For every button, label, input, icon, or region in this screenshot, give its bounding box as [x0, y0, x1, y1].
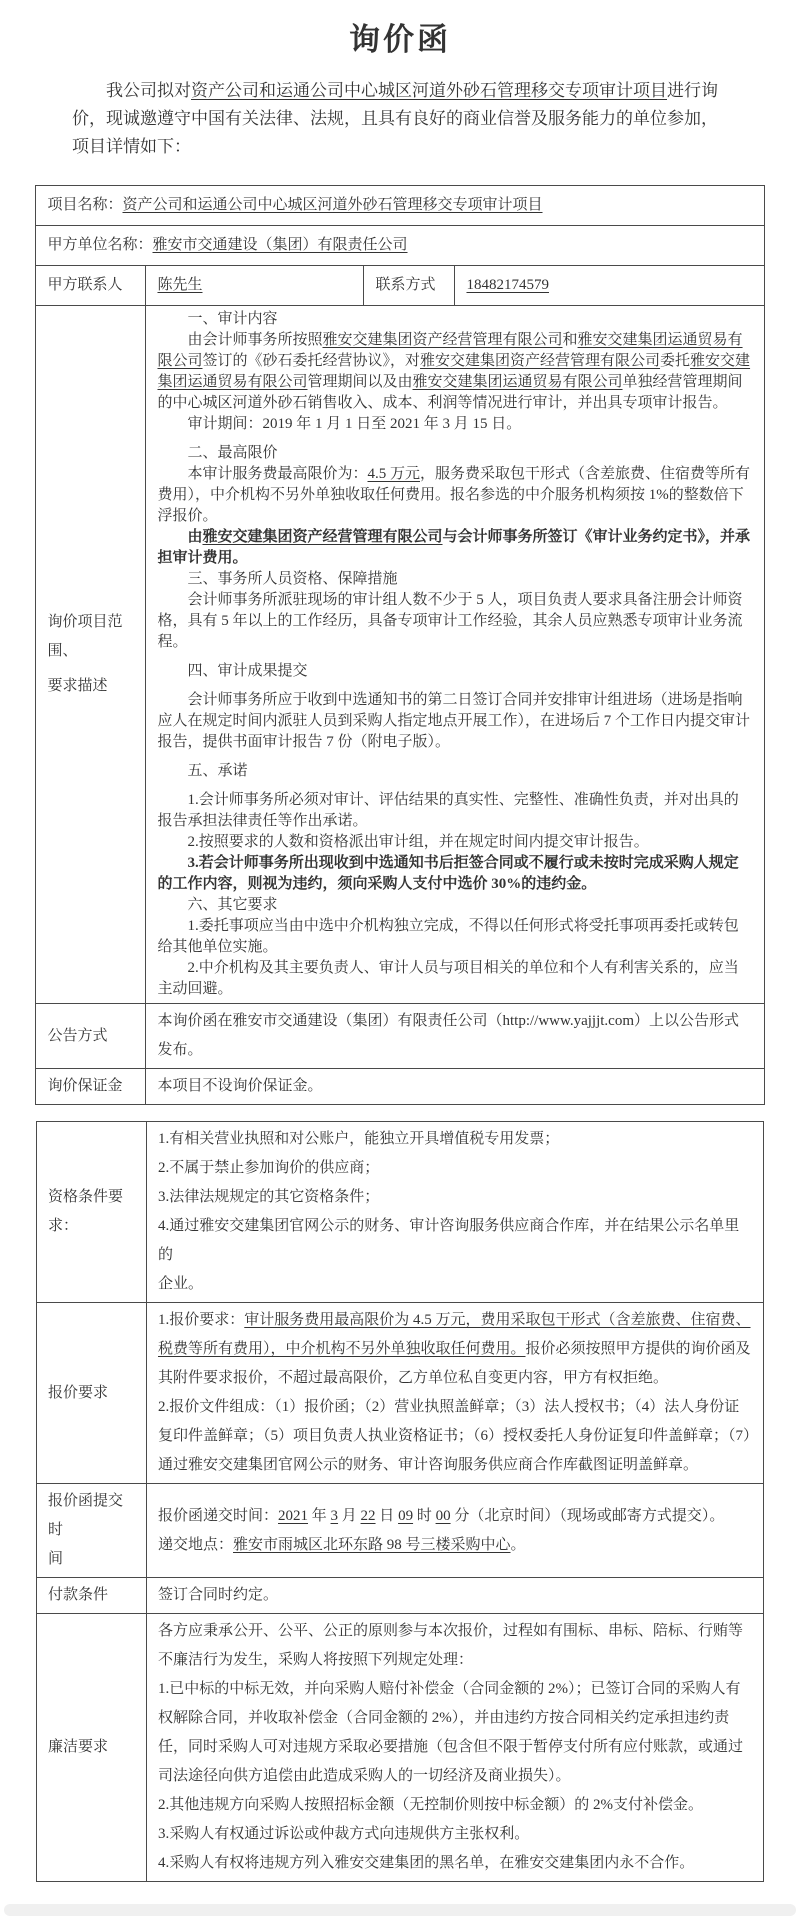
- paragraph: 2.不属于禁止参加询价的供应商；: [158, 1160, 380, 1176]
- paragraph: 一、审计内容: [187, 311, 278, 327]
- paragraph: 审计期间：2019 年 1 月 1 日至 2021 年 3 月 15 日。: [187, 416, 522, 432]
- paragraph: 我公司拟对资产公司和运通公司中心城区河道外砂石管理移交专项审计项目进行询价，现诚邀遵守中国有关法律、法规，且具有良好的商业信誉及服务能力的单位参加，项目详情如下：: [72, 81, 718, 156]
- paragraph: 报价函递交时间：2021 年 3 月 22 日 09 时 00 分（北京时间）（现场或邮寄方式提交）。: [158, 1507, 725, 1524]
- paragraph: 2.按照要求的人数和资格派出审计组，并在规定时间内提交审计报告。: [187, 834, 649, 850]
- paragraph: 2.其他违规方向采购人按照招标金额（无控制价则按中标金额）的 2%支付补偿金。: [158, 1797, 703, 1813]
- deposit-row: [36, 1069, 764, 1105]
- intro-paragraph: [72, 77, 732, 161]
- paragraph: 18482174579: [466, 277, 549, 293]
- submission-time-content: [147, 1484, 764, 1578]
- paragraph: 询价项目范围、: [47, 614, 123, 659]
- quote-requirements-content: [147, 1303, 764, 1484]
- integrity-label: 廉洁要求: [37, 1614, 147, 1882]
- paragraph: 会计师事务所派驻现场的审计组人数不少于 5 人，项目负责人要求具备注册会计师资格，具有 5 年以上的工作经历，具备专项审计工作经验，其余人员应熟悉专项审计业务流程。: [157, 592, 743, 650]
- project-name-cell: [36, 186, 764, 226]
- deposit-label: 询价保证金: [36, 1069, 146, 1105]
- paragraph: 企业。: [158, 1276, 204, 1292]
- paragraph: 4.采购人有权将违规方列入雅安交建集团的黑名单，在雅安交建集团内永不合作。: [158, 1855, 695, 1871]
- scope-content-cell: [146, 306, 764, 1004]
- paragraph: 二、最高限价: [187, 445, 278, 461]
- qualification-row: [37, 1122, 764, 1303]
- paragraph: 各方应秉承公开、公平、公正的原则参与本次报价，过程如有围标、串标、陪标、行贿等不廉洁行为发生，采购人将按照下列规定处理：: [158, 1623, 744, 1668]
- paragraph: 五、承诺: [187, 763, 248, 779]
- party-a-cell: [36, 226, 764, 266]
- announcement-text: 本询价函在雅安市交通建设（集团）有限责任公司（http://www.yajjjt.com）上以公告形式发布。: [146, 1004, 764, 1069]
- paragraph: 四、审计成果提交: [187, 663, 308, 679]
- document-title: 询价函: [349, 22, 451, 57]
- paragraph: 三、事务所人员资格、保障措施: [187, 571, 398, 587]
- paragraph: 1.有相关营业执照和对公账户，能独立开具增值税专用发票；: [158, 1131, 560, 1147]
- paragraph: 甲方单位名称：雅安市交通建设（集团）有限责任公司: [47, 237, 408, 253]
- paragraph: 由雅安交建集团资产经营管理有限公司与会计师事务所签订《审计业务约定书》，并承担审计费用。: [157, 529, 751, 566]
- announcement-row: [36, 1004, 764, 1069]
- scope-label: [36, 306, 146, 1004]
- paragraph: 报价函提交时: [48, 1493, 124, 1538]
- paragraph: 陈先生: [157, 277, 203, 293]
- announcement-label: 公告方式: [36, 1004, 146, 1069]
- contact-name-cell: [146, 266, 364, 306]
- paragraph: 2.报价文件组成：（1）报价函；（2）营业执照盖鲜章；（3）法人授权书；（4）法人身份证复印件盖鲜章；（5）项目负责人执业资格证书；（6）授权委托人身份证复印件盖鲜章；（7）通过雅安交建集团官网公示的财务、审计咨询服务供应商合作库截图证明盖鲜章。: [158, 1399, 751, 1473]
- payment-terms-text: 签订合同时约定。: [147, 1578, 764, 1614]
- phone-number-cell: [455, 266, 764, 306]
- integrity-content: [147, 1614, 764, 1882]
- phone-label: 联系方式: [364, 266, 455, 306]
- paragraph: 4.通过雅安交建集团官网公示的财务、审计咨询服务供应商合作库，并在结果公示名单里的: [158, 1218, 740, 1263]
- requirements-table: [36, 1121, 764, 1882]
- paragraph: 由会计师事务所按照雅安交建集团资产经营管理有限公司和雅安交建集团运通贸易有限公司签订的《砂石委托经营协议》，对雅安交建集团资产经营管理有限公司委托雅安交建集团运通贸易有限公司管理期间以及由雅安交建集团运通贸易有限公司单独经营管理期间的中心城区河道外砂石销售收入、成本、利润等情况进行审计，并出具专项审计报告。: [157, 332, 751, 411]
- paragraph: 1.已中标的中标无效，并向采购人赔付补偿金（合同金额的 2%）；已签订合同的采购人有权解除合同，并收取补偿金（合同金额的 2%），并由违约方按合同相关约定承担违约责任，同时采购人可对违规方采取必要措施（包含但不限于暂停支付所有应付账款，或通过司法途径向供方追偿由此造成采购人的一切经济及商业损失）。: [158, 1681, 744, 1784]
- paragraph: 递交地点：雅安市雨城区北环东路 98 号三楼采购中心。: [158, 1536, 526, 1553]
- paragraph: 间: [48, 1551, 64, 1567]
- quote-requirements-label: 报价要求: [37, 1303, 147, 1484]
- qualification-label: 资格条件要求：: [37, 1122, 147, 1303]
- quote-requirements-row: [37, 1303, 764, 1484]
- submission-time-row: [37, 1484, 764, 1578]
- paragraph: 六、其它要求: [187, 897, 278, 913]
- paragraph: 1.会计师事务所必须对审计、评估结果的真实性、完整性、准确性负责，并对出具的报告承担法律责任等作出承诺。: [157, 792, 739, 829]
- project-name-row: [36, 186, 764, 226]
- paragraph: 2.中介机构及其主要负责人、审计人员与项目相关的单位和个人有利害关系的，应当主动回避。: [157, 960, 739, 997]
- integrity-row: [37, 1614, 764, 1882]
- payment-terms-label: 付款条件: [37, 1578, 147, 1614]
- paragraph: 项目名称：资产公司和运通公司中心城区河道外砂石管理移交专项审计项目: [47, 197, 543, 213]
- contact-row: [36, 266, 764, 306]
- paragraph: 会计师事务所应于收到中选通知书的第二日签订合同并安排审计组进场（进场是指响应人在规定时间内派驻人员到采购人指定地点开展工作），在进场后 7 个工作日内提交审计报告，提供书面审计报告 7 份（附电子版）。: [157, 692, 750, 750]
- page-bottom-edge: [4, 1904, 796, 1916]
- deposit-text: 本项目不设询价保证金。: [146, 1069, 764, 1105]
- paragraph: 本审计服务费最高限价为：4.5 万元，服务费采取包干形式（含差旅费、住宿费等所有费用），中介机构不另外单独收取任何费用。报名参选的中介服务机构须按 1%的整数倍下浮报价。: [157, 466, 751, 524]
- qualification-content: [147, 1122, 764, 1303]
- party-a-row: [36, 226, 764, 266]
- paragraph: 3.法律法规规定的其它资格条件；: [158, 1189, 380, 1205]
- payment-terms-row: [37, 1578, 764, 1614]
- paragraph: 1.委托事项应当由中选中介机构独立完成，不得以任何形式将受托事项再委托或转包给其他单位实施。: [157, 918, 739, 955]
- scope-row: [36, 306, 764, 1004]
- paragraph: 3.采购人有权通过诉讼或仲裁方式向违规供方主张权利。: [158, 1826, 530, 1842]
- paragraph: 要求描述: [47, 678, 108, 694]
- paragraph: 1.报价要求：审计服务费用最高限价为 4.5 万元，费用采取包干形式（含差旅费、住宿费、税费等所有费用），中介机构不另外单独收取任何费用。报价必须按照甲方提供的询价函及其附件要求报价，不超过最高限价，乙方单位私自变更内容，甲方有权拒绝。: [158, 1312, 751, 1386]
- submission-time-label: [37, 1484, 147, 1578]
- paragraph: 3.若会计师事务所出现收到中选通知书后拒签合同或不履行或未按时完成采购人规定的工作内容，则视为违约，须向采购人支付中选价 30%的违约金。: [157, 855, 739, 892]
- table-gap: [0, 1105, 800, 1121]
- contact-label: 甲方联系人: [36, 266, 146, 306]
- project-info-table: [35, 185, 764, 1105]
